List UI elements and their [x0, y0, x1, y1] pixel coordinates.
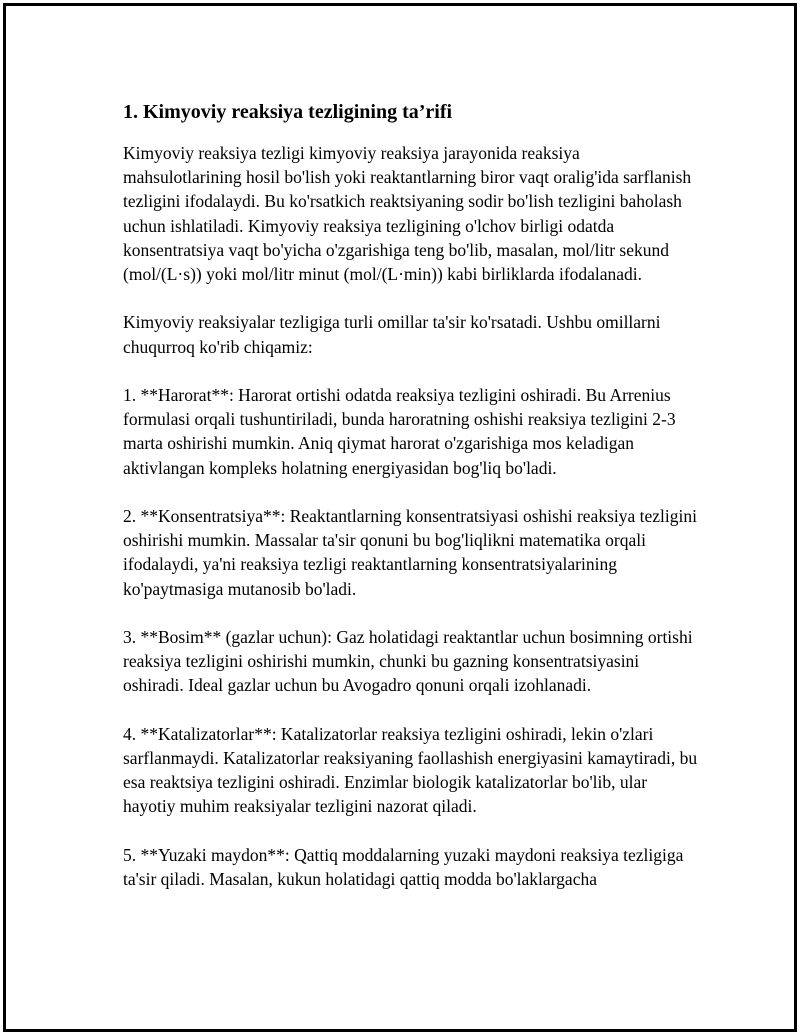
- paragraph-factors-intro: Kimyoviy reaksiyalar tezligiga turli omillar ta'sir ko'rsatadi. Ushbu omillarni chuqurroq ko'rib chiqamiz:: [123, 312, 661, 357]
- paragraph-factor-catalysts: 4. **Katalizatorlar**: Katalizatorlar reaksiya tezligini oshiradi, lekin o'zlari sarflanmaydi. Katalizatorlar reaksiyaning faollashish energiyasini kamaytiradi, bu esa reaktsiya tezligini oshiradi. Enzimlar biologik katalizatorlar bo'lib, ular hayotiy muhim reaksiyalar tezligini nazorat qiladi.: [123, 723, 698, 817]
- page-frame: [3, 3, 797, 1032]
- paragraph-factor-temperature: 1. **Harorat**: Harorat ortishi odatda reaksiya tezligini oshiradi. Bu Arrenius formulasi orqali tushuntiriladi, bunda haroratning oshishi reaksiya tezligini 2-3 marta oshirishi mumkin. Aniq qiymat harorat o'zgarishiga mos keladigan aktivlangan kompleks holatning energiyasidan bog'liq bo'ladi.: [123, 385, 676, 478]
- document-body: [121, 97, 701, 915]
- paragraph-factor-surface-area: 5. **Yuzaki maydon**: Qattiq moddalarning yuzaki maydoni reaksiya tezligiga ta'sir qiladi. Masalan, kukun holatidagi qattiq modda bo'laklargacha: [123, 844, 684, 889]
- section-heading: 1. Kimyoviy reaksiya tezligining ta’rifi: [123, 101, 453, 123]
- paragraph-definition: Kimyoviy reaksiya tezligi kimyoviy reaksiya jarayonida reaksiya mahsulotlarining hosil bo'lish yoki reaktantlarning biror vaqt oralig'ida sarflanish tezligini ifodalaydi. Bu ko'rsatkich reaktsiyaning sodir bo'lish tezligini baholash uchun ishlatiladi. Kimyoviy reaksiya tezligining o'lchov birligi odatda konsentratsiya vaqt bo'yicha o'zgarishiga teng bo'lib, masalan, mol/litr sekund (mol/(L·s)) yoki mol/litr minut (mol/(L·min)) kabi birliklarda ifodalanadi.: [123, 143, 692, 285]
- paragraph-factor-concentration: 2. **Konsentratsiya**: Reaktantlarning konsentratsiyasi oshishi reaksiya tezligini oshirishi mumkin. Massalar ta'sir qonuni bu bog'liqlikni matematika orqali ifodalaydi, ya'ni reaksiya tezligi reaktantlarning konsentratsiyalarining ko'paytmasiga mutanosib bo'ladi.: [123, 506, 697, 599]
- paragraph-factor-pressure: 3. **Bosim** (gazlar uchun): Gaz holatidagi reaktantlar uchun bosimning ortishi reaksiya tezligini oshirishi mumkin, chunki bu gazning konsentratsiyasini oshiradi. Ideal gazlar uchun bu Avogadro qonuni orqali izohlanadi.: [123, 627, 693, 696]
